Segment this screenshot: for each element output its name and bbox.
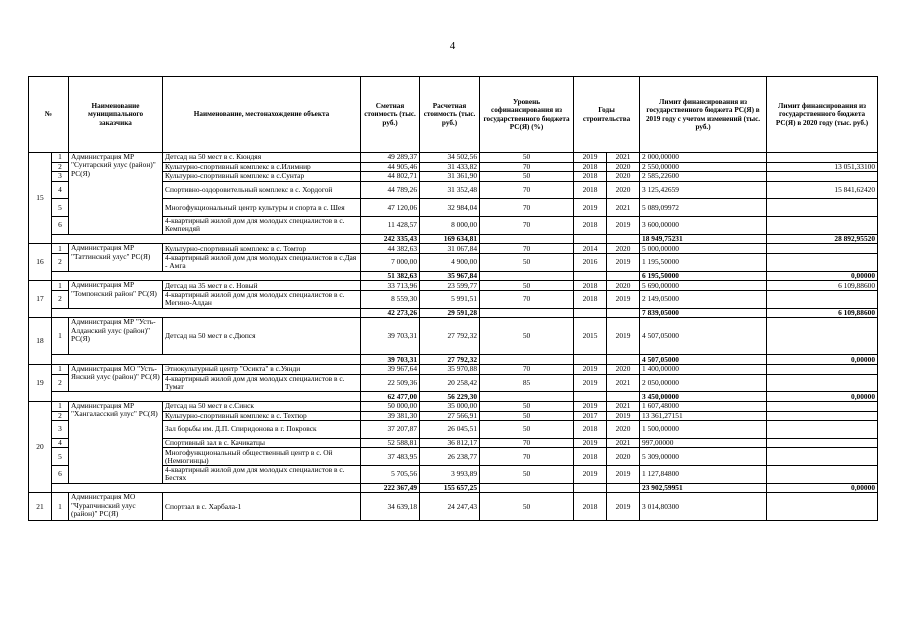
limit-2020 xyxy=(767,493,878,521)
year-end: 2021 xyxy=(607,199,640,217)
year-start: 2019 xyxy=(574,153,607,163)
object-name: 4-квартирный жилой дом для молодых специалистов в с. Бестях xyxy=(163,466,361,484)
total-limit-2019: 7 839,05000 xyxy=(640,308,767,318)
total-empty xyxy=(607,483,640,493)
calculated-cost: 36 812,17 xyxy=(420,438,480,448)
estimated-cost: 39 381,30 xyxy=(361,411,420,421)
group-number: 18 xyxy=(29,318,52,365)
total-row xyxy=(29,483,878,493)
total-limit-2020: 6 109,88600 xyxy=(767,308,878,318)
limit-2019: 5 690,00000 xyxy=(640,281,767,291)
object-name: 4-квартирный жилой дом для молодых специалистов в с. Мегино-Алдан xyxy=(163,290,361,308)
year-start: 2019 xyxy=(574,402,607,412)
customer-name: Администрация МР "Хангаласский улус" РС(Я) xyxy=(69,402,163,484)
total-calculated-cost: 155 657,25 xyxy=(420,483,480,493)
table-header xyxy=(29,77,878,153)
limit-2019: 2 050,00000 xyxy=(640,374,767,392)
object-name: Детсад на 50 мест в с.Дюпся xyxy=(163,318,361,355)
total-spacer xyxy=(52,234,361,244)
cofinancing-percent: 50 xyxy=(480,402,574,412)
calculated-cost: 27 792,32 xyxy=(420,318,480,355)
total-empty xyxy=(480,308,574,318)
cofinancing-percent: 50 xyxy=(480,318,574,355)
year-end: 2021 xyxy=(607,402,640,412)
customer-name: Администрация МО "Чурапчинский улус (район)" РС(Я) xyxy=(69,493,163,521)
cofinancing-percent: 50 xyxy=(480,253,574,271)
cofinancing-percent: 50 xyxy=(480,466,574,484)
limit-2019: 2 000,00000 xyxy=(640,153,767,163)
limit-2019: 5 000,00000 xyxy=(640,244,767,254)
year-start: 2018 xyxy=(574,172,607,182)
total-spacer xyxy=(52,392,361,402)
object-name: Культурно-спортивный комплекс в с.Илимнир xyxy=(163,162,361,172)
table-row xyxy=(29,402,878,412)
group-number: 19 xyxy=(29,365,52,402)
total-spacer xyxy=(52,308,361,318)
cofinancing-percent: 70 xyxy=(480,438,574,448)
estimated-cost: 34 639,18 xyxy=(361,493,420,521)
total-empty xyxy=(607,355,640,365)
object-name: Спортивный зал в с. Качикатцы xyxy=(163,438,361,448)
table-row xyxy=(29,244,878,254)
total-empty xyxy=(574,271,607,281)
header-limit-2020: Лимит финансирования из государственного бюджета РС(Я) в 2020 году (тыс. руб.) xyxy=(767,77,878,153)
cofinancing-percent: 85 xyxy=(480,374,574,392)
customer-name: Администрация МО "Усть-Янский улус (район)" РС(Я) xyxy=(69,365,163,392)
customer-name: Администрация МР "Таттинский улус" РС(Я) xyxy=(69,244,163,271)
year-end: 2019 xyxy=(607,466,640,484)
customer-name: Администрация МР "Усть-Алданский улус (район)" РС(Я) xyxy=(69,318,163,355)
item-index: 3 xyxy=(52,172,69,182)
cofinancing-percent: 70 xyxy=(480,244,574,254)
item-index: 1 xyxy=(52,318,69,355)
group-number: 17 xyxy=(29,281,52,318)
object-name: Культурно-спортивный комплекс в с.Сунтар xyxy=(163,172,361,182)
total-limit-2020: 0,00000 xyxy=(767,483,878,493)
cofinancing-percent: 70 xyxy=(480,216,574,234)
total-empty xyxy=(607,271,640,281)
calculated-cost: 26 238,77 xyxy=(420,448,480,466)
estimated-cost: 37 207,87 xyxy=(361,421,420,439)
limit-2020 xyxy=(767,448,878,466)
total-limit-2019: 3 450,00000 xyxy=(640,392,767,402)
calculated-cost: 31 433,82 xyxy=(420,162,480,172)
year-end: 2019 xyxy=(607,411,640,421)
object-name: Спортзал в с. Харбала-1 xyxy=(163,493,361,521)
item-index: 1 xyxy=(52,281,69,291)
limit-2020 xyxy=(767,253,878,271)
total-row xyxy=(29,392,878,402)
limit-2020 xyxy=(767,318,878,355)
total-estimated-cost: 51 382,63 xyxy=(361,271,420,281)
cofinancing-percent: 70 xyxy=(480,290,574,308)
limit-2019: 1 127,84800 xyxy=(640,466,767,484)
total-calculated-cost: 27 792,32 xyxy=(420,355,480,365)
estimated-cost: 7 000,00 xyxy=(361,253,420,271)
total-empty xyxy=(574,308,607,318)
year-end: 2019 xyxy=(607,290,640,308)
limit-2020 xyxy=(767,172,878,182)
object-name: Детсад на 50 мест в с. Кюндяя xyxy=(163,153,361,163)
limit-2020 xyxy=(767,216,878,234)
header-calculated-cost: Расчетная стоимость (тыс. руб.) xyxy=(420,77,480,153)
header-estimated-cost: Сметная стоимость (тыс. руб.) xyxy=(361,77,420,153)
limit-2019: 3 014,80300 xyxy=(640,493,767,521)
total-row xyxy=(29,234,878,244)
year-end: 2021 xyxy=(607,153,640,163)
total-calculated-cost: 35 967,84 xyxy=(420,271,480,281)
calculated-cost: 23 599,77 xyxy=(420,281,480,291)
total-empty xyxy=(574,355,607,365)
limit-2019: 997,00000 xyxy=(640,438,767,448)
estimated-cost: 44 905,46 xyxy=(361,162,420,172)
header-years: Годы строительства xyxy=(574,77,640,153)
limit-2020: 15 841,62420 xyxy=(767,181,878,199)
total-empty xyxy=(607,234,640,244)
total-row xyxy=(29,355,878,365)
estimated-cost: 52 588,81 xyxy=(361,438,420,448)
limit-2019: 1 607,48000 xyxy=(640,402,767,412)
total-spacer xyxy=(52,271,361,281)
limit-2020 xyxy=(767,402,878,412)
estimated-cost: 50 000,00 xyxy=(361,402,420,412)
item-index: 1 xyxy=(52,153,69,163)
cofinancing-percent: 50 xyxy=(480,153,574,163)
year-start: 2018 xyxy=(574,290,607,308)
calculated-cost: 31 067,84 xyxy=(420,244,480,254)
year-start: 2019 xyxy=(574,438,607,448)
limit-2019: 2 550,00000 xyxy=(640,162,767,172)
total-empty xyxy=(574,392,607,402)
item-index: 2 xyxy=(52,411,69,421)
year-end: 2020 xyxy=(607,448,640,466)
object-name: 4-квартирный жилой дом для молодых специалистов в с. Кемпендяй xyxy=(163,216,361,234)
item-index: 2 xyxy=(52,253,69,271)
item-index: 4 xyxy=(52,438,69,448)
header-cofinancing: Уровень софинансирования из государственного бюджета РС(Я) (%) xyxy=(480,77,574,153)
total-limit-2019: 6 195,50000 xyxy=(640,271,767,281)
limit-2019: 1 500,00000 xyxy=(640,421,767,439)
object-name: Спортивно-оздоровительный комплекс в с. Хордогой xyxy=(163,181,361,199)
year-start: 2018 xyxy=(574,181,607,199)
header-customer: Наименование муниципального заказчика xyxy=(69,77,163,153)
calculated-cost: 35 000,00 xyxy=(420,402,480,412)
item-index: 2 xyxy=(52,290,69,308)
estimated-cost: 5 705,56 xyxy=(361,466,420,484)
total-limit-2020: 0,00000 xyxy=(767,271,878,281)
estimated-cost: 39 703,31 xyxy=(361,318,420,355)
object-name: Зал борьбы им. Д.П. Спиридонова в г. Покровск xyxy=(163,421,361,439)
limit-2019: 13 361,27151 xyxy=(640,411,767,421)
limit-2020 xyxy=(767,199,878,217)
total-empty xyxy=(574,234,607,244)
limit-2019: 3 600,00000 xyxy=(640,216,767,234)
calculated-cost: 31 352,48 xyxy=(420,181,480,199)
group-number: 16 xyxy=(29,244,52,281)
object-name: Детсад на 50 мест в с.Синск xyxy=(163,402,361,412)
calculated-cost: 3 993,89 xyxy=(420,466,480,484)
header-object: Наименование, местонахождение объекта xyxy=(163,77,361,153)
limit-2020 xyxy=(767,411,878,421)
limit-2020 xyxy=(767,438,878,448)
limit-2019: 5 089,09972 xyxy=(640,199,767,217)
limit-2020 xyxy=(767,153,878,163)
calculated-cost: 34 502,56 xyxy=(420,153,480,163)
year-end: 2019 xyxy=(607,493,640,521)
cofinancing-percent: 50 xyxy=(480,411,574,421)
object-name: Детсад на 35 мест в с. Новый xyxy=(163,281,361,291)
estimated-cost: 11 428,57 xyxy=(361,216,420,234)
limit-2020 xyxy=(767,374,878,392)
estimated-cost: 44 802,71 xyxy=(361,172,420,182)
year-end: 2020 xyxy=(607,162,640,172)
year-end: 2021 xyxy=(607,438,640,448)
group-number: 21 xyxy=(29,493,52,521)
cofinancing-percent: 50 xyxy=(480,281,574,291)
limit-2019: 2 585,22600 xyxy=(640,172,767,182)
estimated-cost: 44 382,63 xyxy=(361,244,420,254)
total-empty xyxy=(480,392,574,402)
total-estimated-cost: 242 335,43 xyxy=(361,234,420,244)
object-name: Культурно-спортивный комплекс в с. Томтор xyxy=(163,244,361,254)
total-limit-2020: 0,00000 xyxy=(767,392,878,402)
year-start: 2017 xyxy=(574,411,607,421)
table-row xyxy=(29,493,878,521)
calculated-cost: 20 258,42 xyxy=(420,374,480,392)
total-spacer xyxy=(52,483,361,493)
customer-name: Администрация МР "Томпонский район" РС(Я) xyxy=(69,281,163,308)
cofinancing-percent: 70 xyxy=(480,199,574,217)
item-index: 6 xyxy=(52,466,69,484)
limit-2020: 13 051,33100 xyxy=(767,162,878,172)
item-index: 1 xyxy=(52,402,69,412)
header-num: № xyxy=(29,77,69,153)
total-estimated-cost: 39 703,31 xyxy=(361,355,420,365)
cofinancing-percent: 50 xyxy=(480,493,574,521)
total-empty xyxy=(480,271,574,281)
group-number: 15 xyxy=(29,153,52,244)
limit-2019: 4 507,05000 xyxy=(640,318,767,355)
item-index: 5 xyxy=(52,199,69,217)
item-index: 4 xyxy=(52,181,69,199)
item-index: 1 xyxy=(52,244,69,254)
limit-2020 xyxy=(767,290,878,308)
total-empty xyxy=(480,355,574,365)
group-number: 20 xyxy=(29,402,52,493)
year-start: 2016 xyxy=(574,253,607,271)
calculated-cost: 24 247,43 xyxy=(420,493,480,521)
year-start: 2015 xyxy=(574,318,607,355)
limit-2019: 1 195,50000 xyxy=(640,253,767,271)
table-row xyxy=(29,365,878,375)
year-start: 2019 xyxy=(574,466,607,484)
financing-table xyxy=(28,76,878,521)
table-row xyxy=(29,153,878,163)
limit-2020 xyxy=(767,466,878,484)
year-end: 2020 xyxy=(607,172,640,182)
year-end: 2019 xyxy=(607,253,640,271)
total-calculated-cost: 169 634,81 xyxy=(420,234,480,244)
total-empty xyxy=(480,234,574,244)
estimated-cost: 37 483,95 xyxy=(361,448,420,466)
year-start: 2019 xyxy=(574,365,607,375)
calculated-cost: 26 045,51 xyxy=(420,421,480,439)
customer-name: Администрация МР "Сунтарский улус (район)" РС(Я) xyxy=(69,153,163,235)
year-start: 2019 xyxy=(574,199,607,217)
object-name: Этнокультурный центр "Осикта" в с.Уянди xyxy=(163,365,361,375)
total-estimated-cost: 42 273,26 xyxy=(361,308,420,318)
year-start: 2019 xyxy=(574,374,607,392)
year-start: 2018 xyxy=(574,448,607,466)
total-empty xyxy=(607,392,640,402)
limit-2020 xyxy=(767,421,878,439)
cofinancing-percent: 50 xyxy=(480,421,574,439)
object-name: Многофукциональный центр культуры и спорта в с. Шея xyxy=(163,199,361,217)
year-end: 2020 xyxy=(607,365,640,375)
year-end: 2020 xyxy=(607,244,640,254)
calculated-cost: 8 000,00 xyxy=(420,216,480,234)
calculated-cost: 4 900,00 xyxy=(420,253,480,271)
total-limit-2019: 4 507,05000 xyxy=(640,355,767,365)
estimated-cost: 33 713,96 xyxy=(361,281,420,291)
item-index: 5 xyxy=(52,448,69,466)
calculated-cost: 32 984,04 xyxy=(420,199,480,217)
total-empty xyxy=(480,483,574,493)
limit-2020: 6 109,88600 xyxy=(767,281,878,291)
total-empty xyxy=(607,308,640,318)
limit-2019: 2 149,05000 xyxy=(640,290,767,308)
year-start: 2014 xyxy=(574,244,607,254)
table-row xyxy=(29,281,878,291)
calculated-cost: 31 361,90 xyxy=(420,172,480,182)
limit-2020 xyxy=(767,365,878,375)
item-index: 2 xyxy=(52,374,69,392)
total-estimated-cost: 222 367,49 xyxy=(361,483,420,493)
estimated-cost: 22 509,36 xyxy=(361,374,420,392)
year-end: 2020 xyxy=(607,281,640,291)
total-estimated-cost: 62 477,00 xyxy=(361,392,420,402)
estimated-cost: 8 559,30 xyxy=(361,290,420,308)
cofinancing-percent: 70 xyxy=(480,181,574,199)
cofinancing-percent: 70 xyxy=(480,448,574,466)
estimated-cost: 44 789,26 xyxy=(361,181,420,199)
item-index: 1 xyxy=(52,365,69,375)
year-start: 2018 xyxy=(574,421,607,439)
year-end: 2020 xyxy=(607,181,640,199)
total-calculated-cost: 29 591,28 xyxy=(420,308,480,318)
year-start: 2018 xyxy=(574,162,607,172)
page-number: 4 xyxy=(449,40,456,52)
estimated-cost: 47 120,06 xyxy=(361,199,420,217)
year-start: 2018 xyxy=(574,493,607,521)
object-name: 4-квартирный жилой дом для молодых специалистов в с.Дая - Амга xyxy=(163,253,361,271)
calculated-cost: 35 970,88 xyxy=(420,365,480,375)
year-start: 2018 xyxy=(574,281,607,291)
object-name: Культурно-спортивный комплекс в с. Техтюр xyxy=(163,411,361,421)
total-limit-2020: 28 892,95520 xyxy=(767,234,878,244)
total-limit-2020: 0,00000 xyxy=(767,355,878,365)
estimated-cost: 49 289,37 xyxy=(361,153,420,163)
total-row xyxy=(29,308,878,318)
total-empty xyxy=(574,483,607,493)
table-row xyxy=(29,318,878,355)
year-end: 2019 xyxy=(607,318,640,355)
year-end: 2019 xyxy=(607,216,640,234)
item-index: 6 xyxy=(52,216,69,234)
item-index: 3 xyxy=(52,421,69,439)
calculated-cost: 5 991,51 xyxy=(420,290,480,308)
item-index: 2 xyxy=(52,162,69,172)
object-name: Многофункциональный общественный центр в с. Ой (Немюгинцы) xyxy=(163,448,361,466)
limit-2020 xyxy=(767,244,878,254)
year-start: 2018 xyxy=(574,216,607,234)
header-limit-2019: Лимит финансирования из государственного бюджета РС(Я) в 2019 году с учетом изменений (тыс. руб.) xyxy=(640,77,767,153)
object-name: 4-квартирный жилой дом для молодых специалистов в с. Тумат xyxy=(163,374,361,392)
limit-2019: 3 125,42659 xyxy=(640,181,767,199)
cofinancing-percent: 50 xyxy=(480,172,574,182)
total-limit-2019: 18 949,75231 xyxy=(640,234,767,244)
total-row xyxy=(29,271,878,281)
year-end: 2021 xyxy=(607,374,640,392)
limit-2019: 5 309,00000 xyxy=(640,448,767,466)
limit-2019: 1 400,00000 xyxy=(640,365,767,375)
cofinancing-percent: 70 xyxy=(480,162,574,172)
calculated-cost: 27 566,91 xyxy=(420,411,480,421)
total-calculated-cost: 56 229,30 xyxy=(420,392,480,402)
year-end: 2020 xyxy=(607,421,640,439)
cofinancing-percent: 70 xyxy=(480,365,574,375)
total-spacer xyxy=(52,355,361,365)
estimated-cost: 39 967,64 xyxy=(361,365,420,375)
total-limit-2019: 23 902,59951 xyxy=(640,483,767,493)
item-index: 1 xyxy=(52,493,69,521)
